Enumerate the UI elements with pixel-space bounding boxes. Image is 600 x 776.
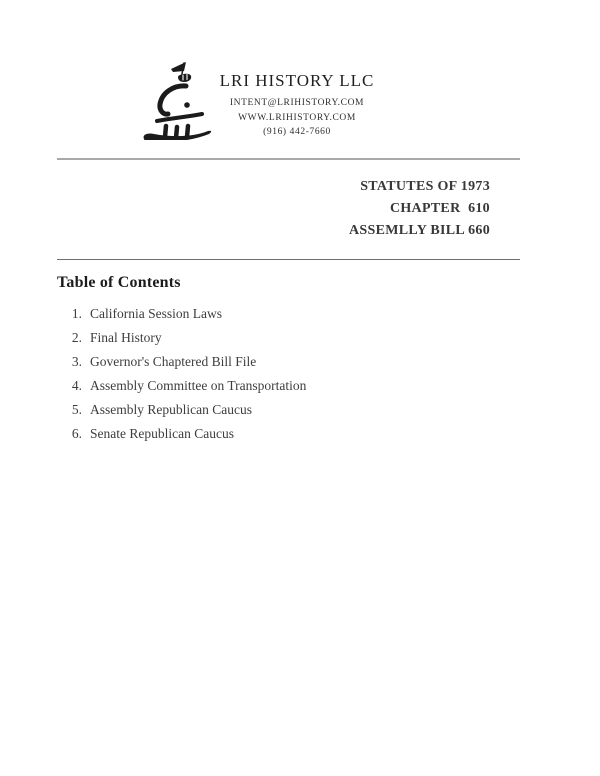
company-website: WWW.LRIHISTORY.COM [238,112,356,123]
toc-item [70,302,477,326]
toc-item [70,326,477,350]
company-email: INTENT@LRIHISTORY.COM [229,98,365,108]
toc-title: Table of Contents [57,274,181,291]
toc-item-number: 2. [71,330,82,345]
toc-item-label: California Session Laws [90,306,222,321]
letterhead [197,71,397,140]
toc-item-number: 6. [71,426,82,441]
chapter-line: CHAPTER 610 [389,201,490,216]
company-phone: (916) 442-7660 [263,127,331,137]
toc-item-number: 1. [71,306,82,321]
toc-item [70,398,477,422]
toc-item-label: Assembly Republican Caucus [90,402,252,417]
bill-line: ASSEMLLY BILL 660 [348,223,490,238]
divider-bottom [57,259,520,260]
toc-item-label: Assembly Committee on Transportation [90,378,307,393]
toc-item-label: Senate Republican Caucus [90,426,234,441]
toc-item [70,350,477,374]
reference-block [349,176,490,242]
company-name: LRI HISTORY LLC [219,71,375,90]
statutes-line: STATUTES OF 1973 [360,179,490,194]
toc-item [70,374,477,398]
toc-list [57,302,477,446]
toc-item-number: 5. [71,402,82,417]
toc-item-label: Governor's Chaptered Bill File [90,354,257,369]
toc-item-number: 4. [71,378,82,393]
divider-top [57,158,520,160]
toc-item [70,422,477,446]
toc-item-label: Final History [90,330,162,345]
toc-item-number: 3. [71,354,82,369]
